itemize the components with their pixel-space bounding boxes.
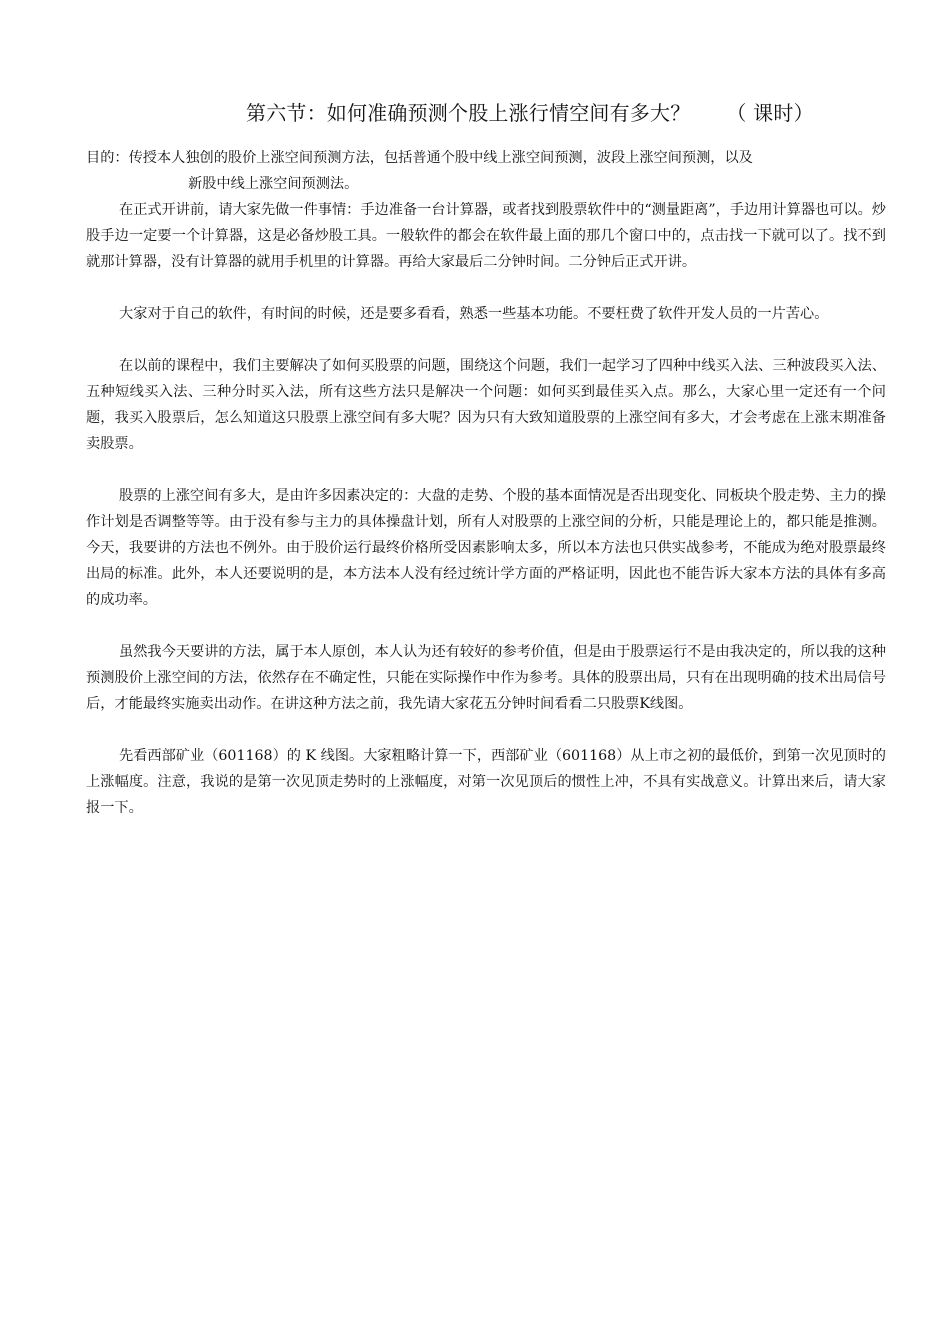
section-title-main: 第六节：如何准确预测个股上涨行情空间有多大？ <box>246 101 691 125</box>
paragraph-spacer <box>86 457 886 483</box>
paragraph-example-601168: 先看西部矿业（601168）的 K 线图。大家粗略计算一下，西部矿业（601168）从上市之初的最低价，到第一次见顶时的上涨幅度。注意，我说的是第一次见顶走势时的上涨幅度，对第一次见顶后的惯性上冲，不具有实战意义。计算出来后，请大家报一下。 <box>86 748 886 816</box>
paragraph-spacer <box>86 275 886 301</box>
paragraph-spacer <box>86 717 886 743</box>
paragraph-method-original: 虽然我今天要讲的方法，属于本人原创，本人认为还有较好的参考价值，但是由于股票运行不是由我决定的，所以我的这种预测股价上涨空间的方法，依然存在不确定性，只能在实际操作中作为参考。具体的股票出局，只有在出现明确的技术出局信号后，才能最终实施卖出动作。在讲这种方法之前，我先请大家花五分钟时间看看二只股票K线图。 <box>86 644 886 712</box>
purpose-line-1: 传授本人独创的股价上涨空间预测方法，包括普通个股中线上涨空间预测，波段上涨空间预测，以及 <box>128 150 753 166</box>
section-title-hours: （ 课时） <box>726 101 814 125</box>
purpose-paragraph <box>86 145 886 197</box>
paragraph-spacer <box>86 327 886 353</box>
paragraph-spacer <box>86 613 886 639</box>
paragraph-software: 大家对于自己的软件，有时间的时候，还是要多看看，熟悉一些基本功能。不要枉费了软件开发人员的一片苦心。 <box>119 306 829 322</box>
purpose-label: 目的： <box>86 150 129 166</box>
paragraph-factors: 股票的上涨空间有多大，是由许多因素决定的：大盘的走势、个股的基本面情况是否出现变化、同板块个股走势、主力的操作计划是否调整等等。由于没有参与主力的具体操盘计划，所有人对股票的上涨空间的分析，只能是理论上的，都只能是推测。今天，我要讲的方法也不例外。由于股价运行最终价格所受因素影响太多，所以本方法也只供实战参考，不能成为绝对股票最终出局的标准。此外，本人还要说明的是，本方法本人没有经过统计学方面的严格证明，因此也不能告诉大家本方法的具体有多高的成功率。 <box>86 488 886 608</box>
paragraph-preparation: 在正式开讲前，请大家先做一件事情：手边准备一台计算器，或者找到股票软件中的“测量距离”，手边用计算器也可以。炒股手边一定要一个计算器，这是必备炒股工具。一般软件的都会在软件最上面的那几个窗口中的，点击找一下就可以了。找不到就那计算器，没有计算器的就用手机里的计算器。再给大家最后二分钟时间。二分钟后正式开讲。 <box>86 202 886 270</box>
purpose-line-2: 新股中线上涨空间预测法。 <box>188 176 359 192</box>
document-body <box>86 145 886 821</box>
section-title <box>0 99 950 127</box>
paragraph-previous-courses: 在以前的课程中，我们主要解决了如何买股票的问题，围绕这个问题，我们一起学习了四种中线买入法、三种波段买入法、五种短线买入法、三种分时买入法，所有这些方法只是解决一个问题：如何买到最佳买入点。那么，大家心里一定还有一个问题，我买入股票后，怎么知道这只股票上涨空间有多大呢？因为只有大致知道股票的上涨空间有多大，才会考虑在上涨末期准备卖股票。 <box>86 358 886 452</box>
